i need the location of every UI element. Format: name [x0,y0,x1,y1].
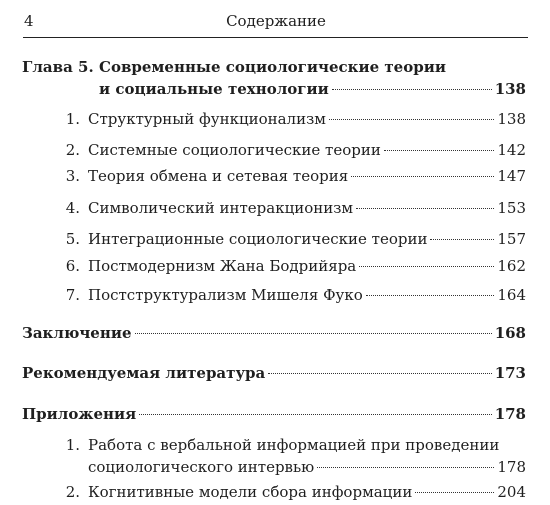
item-title: Системные социологические теории [88,141,381,159]
item-page: 153 [497,199,526,217]
item-title-line2: социологического интервью [88,458,315,476]
leader-dots [384,150,495,151]
toc-appendices[interactable] [0,403,550,425]
item-title: Теория обмена и сетевая теория [88,167,349,185]
chapter-page: 138 [494,80,526,98]
item-number: 2. [65,141,80,159]
item-page: 178 [497,458,526,476]
item-title: Постструктурализм Мишеля Фуко [88,286,363,304]
leader-dots [329,119,494,120]
section-page: 178 [494,405,526,423]
toc-literature[interactable] [0,362,550,384]
item-page: 162 [497,257,526,275]
item-number: 6. [65,257,80,275]
header-rule [23,37,528,38]
leader-dots [135,333,492,334]
section-title: Заключение [22,324,132,342]
item-number: 1. [65,110,80,128]
toc-conclusion[interactable] [0,322,550,344]
section-page: 168 [494,324,526,342]
toc-item[interactable] [0,284,550,306]
item-page: 157 [497,230,526,248]
item-number: 1. [65,436,80,454]
toc-chapter-5[interactable] [0,56,550,100]
leader-dots [317,467,494,468]
item-number: 7. [65,286,80,304]
leader-dots [366,295,495,296]
item-number: 5. [65,230,80,248]
item-title: Интеграционные социологические теории [88,230,428,248]
toc-item[interactable] [0,108,550,130]
chapter-title-line2: и социальные технологии [99,80,329,98]
toc-item[interactable] [0,139,550,161]
item-title: Структурный функционализм [88,110,326,128]
item-number: 4. [65,199,80,217]
toc-item[interactable] [0,228,550,250]
toc-item[interactable] [0,255,550,277]
item-title: Постмодернизм Жана Бодрийяра [88,257,357,275]
item-page: 142 [497,141,526,159]
item-title: Когнитивные модели сбора информации [88,483,413,501]
page-header [24,12,528,34]
running-title: Содержание [226,12,326,30]
item-number: 3. [65,167,80,185]
item-page: 164 [497,286,526,304]
leader-dots [359,266,494,267]
section-page: 173 [494,364,526,382]
toc-item[interactable] [0,197,550,219]
item-number: 2. [65,483,80,501]
chapter-label: Глава 5. [22,58,94,76]
leader-dots [332,89,492,90]
item-title-line1: Работа с вербальной информацией при проведении [88,436,500,454]
page-number: 4 [24,12,34,30]
toc-appendix-item[interactable] [0,481,550,503]
section-title: Рекомендуемая литература [22,364,266,382]
leader-dots [356,208,494,209]
leader-dots [351,176,494,177]
item-page: 147 [497,167,526,185]
toc-appendix-item[interactable] [0,434,550,478]
item-page: 138 [497,110,526,128]
item-page: 204 [497,483,526,501]
chapter-title-line1: Современные социологические теории [99,58,446,76]
leader-dots [415,492,494,493]
leader-dots [139,414,491,415]
leader-dots [430,239,494,240]
leader-dots [268,373,491,374]
section-title: Приложения [22,405,137,423]
toc-item[interactable] [0,165,550,187]
item-title: Символический интеракционизм [88,199,354,217]
